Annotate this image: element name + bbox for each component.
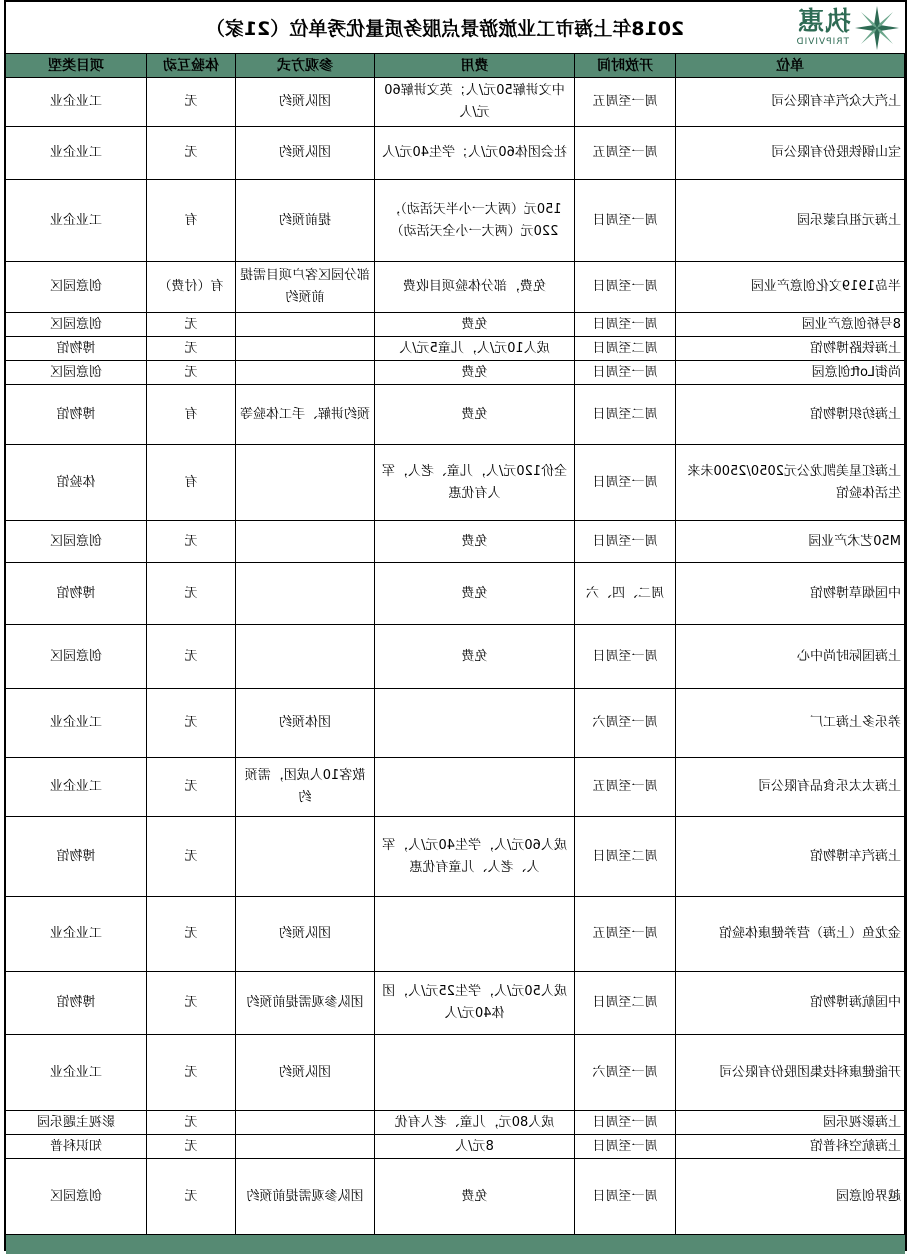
visit-cell	[236, 521, 375, 563]
table-row	[6, 758, 905, 817]
unit-cell: 尚街Loft创意园	[676, 361, 905, 385]
interact-cell: 无	[147, 1135, 236, 1159]
table-row	[6, 897, 905, 972]
type-cell: 工业企业	[6, 1035, 147, 1111]
type-cell: 创意园区	[6, 313, 147, 337]
fee-cell: 150元（两大一小半天活动），220元（两大一小全天活动）	[375, 180, 575, 262]
visit-cell	[236, 361, 375, 385]
fee-cell: 成人80元，儿童、老人有优	[375, 1111, 575, 1135]
unit-cell: 上海汽车博物馆	[676, 817, 905, 897]
interact-cell: 无	[147, 897, 236, 972]
hours-cell: 周一至周六	[575, 689, 676, 758]
unit-cell: 上海太太乐食品有限公司	[676, 758, 905, 817]
table-row	[6, 127, 905, 180]
unit-cell: 越界创意园	[676, 1159, 905, 1235]
visit-cell: 提前预约	[236, 180, 375, 262]
hours-cell: 周一至周日	[575, 180, 676, 262]
fee-cell: 免费	[375, 521, 575, 563]
visit-cell: 团队参观需提前预约	[236, 972, 375, 1035]
fee-cell	[375, 897, 575, 972]
fee-cell: 8元/人	[375, 1135, 575, 1159]
col-header-interact: 体验互动	[147, 54, 236, 78]
fee-cell: 成人10元/人，儿童5元/人	[375, 337, 575, 361]
fee-cell	[375, 758, 575, 817]
type-cell: 工业企业	[6, 180, 147, 262]
fee-cell: 免费，部分体验项目收费	[375, 262, 575, 313]
hours-cell: 周二、四、六	[575, 563, 676, 625]
visit-cell	[236, 625, 375, 689]
interact-cell: 有	[147, 385, 236, 445]
table-row	[6, 1111, 905, 1135]
hours-cell: 周一至周日	[575, 521, 676, 563]
title-bar	[6, 2, 905, 54]
type-cell: 知识科普	[6, 1135, 147, 1159]
fee-cell: 中文讲解50元/人；英文讲解60元/人	[375, 78, 575, 127]
col-header-unit: 单位	[676, 54, 905, 78]
table-row	[6, 1159, 905, 1235]
type-cell: 创意园区	[6, 361, 147, 385]
fee-cell: 成人50元/人，学生25元/人，团体40元/人	[375, 972, 575, 1035]
logo-text-cn: 执惠	[796, 7, 851, 37]
type-cell: 工业企业	[6, 758, 147, 817]
logo	[771, 4, 901, 52]
table-row	[6, 689, 905, 758]
fee-cell: 免费	[375, 361, 575, 385]
unit-cell: 上海国际时尚中心	[676, 625, 905, 689]
hours-cell: 周一至周日	[575, 313, 676, 337]
table-row	[6, 180, 905, 262]
unit-cell: 上海影视乐园	[676, 1111, 905, 1135]
visit-cell	[236, 817, 375, 897]
table-body	[6, 78, 905, 1235]
col-header-hours: 开放时间	[575, 54, 676, 78]
unit-cell: 半岛1919文化创意产业园	[676, 262, 905, 313]
type-cell: 创意园区	[6, 1159, 147, 1235]
interact-cell: 无	[147, 521, 236, 563]
hours-cell: 周一至周日	[575, 1159, 676, 1235]
unit-cell: 上汽大众汽车有限公司	[676, 78, 905, 127]
type-cell: 工业企业	[6, 127, 147, 180]
type-cell: 工业企业	[6, 897, 147, 972]
table-row	[6, 817, 905, 897]
fee-cell: 免费	[375, 385, 575, 445]
unit-cell: 养乐多上海工厂	[676, 689, 905, 758]
table-row	[6, 337, 905, 361]
hours-cell: 周一至周五	[575, 897, 676, 972]
hours-cell: 周一至周日	[575, 445, 676, 521]
fee-cell	[375, 689, 575, 758]
fee-cell: 免费	[375, 625, 575, 689]
type-cell: 工业企业	[6, 689, 147, 758]
table-row	[6, 625, 905, 689]
table-row	[6, 385, 905, 445]
unit-cell: 上海铁路博物馆	[676, 337, 905, 361]
unit-cell: M50艺术产业园	[676, 521, 905, 563]
interact-cell: 无	[147, 1111, 236, 1135]
interact-cell: 无	[147, 337, 236, 361]
hours-cell: 周二至周日	[575, 817, 676, 897]
interact-cell: 有	[147, 445, 236, 521]
table-row	[6, 972, 905, 1035]
interact-cell: 有（付费）	[147, 262, 236, 313]
hours-cell: 周一至周日	[575, 1135, 676, 1159]
visit-cell	[236, 313, 375, 337]
col-header-visit: 参观方式	[236, 54, 375, 78]
visit-cell: 散客10人成团，需预约	[236, 758, 375, 817]
interact-cell: 无	[147, 758, 236, 817]
hours-cell: 周一至周五	[575, 78, 676, 127]
table-row	[6, 521, 905, 563]
unit-cell: 上海元祖启蒙乐园	[676, 180, 905, 262]
unit-cell: 宝山钢铁股份有限公司	[676, 127, 905, 180]
fee-cell: 社会团体60元/人；学生40元/人	[375, 127, 575, 180]
unit-cell: 8号桥创意产业园	[676, 313, 905, 337]
interact-cell: 无	[147, 127, 236, 180]
visit-cell	[236, 1111, 375, 1135]
interact-cell: 无	[147, 689, 236, 758]
table-row	[6, 78, 905, 127]
table-row	[6, 262, 905, 313]
visit-cell: 部分园区客户项目需提前预约	[236, 262, 375, 313]
visit-cell: 团队预约	[236, 1035, 375, 1111]
interact-cell: 无	[147, 361, 236, 385]
visit-cell	[236, 1135, 375, 1159]
type-cell: 博物馆	[6, 337, 147, 361]
units-table	[5, 53, 905, 1235]
interact-cell: 无	[147, 1035, 236, 1111]
unit-cell: 中国航海博物馆	[676, 972, 905, 1035]
visit-cell: 团队预约	[236, 78, 375, 127]
visit-cell: 团体预约	[236, 689, 375, 758]
visit-cell	[236, 337, 375, 361]
hours-cell: 周一至周日	[575, 1111, 676, 1135]
visit-cell	[236, 563, 375, 625]
table-row	[6, 563, 905, 625]
hours-cell: 周一至周五	[575, 758, 676, 817]
unit-cell: 中国烟草博物馆	[676, 563, 905, 625]
unit-cell: 上海红星美凯龙公元2050/2500未来生活体验馆	[676, 445, 905, 521]
fee-cell: 全价120元/人，儿童、老人，军人有优惠	[375, 445, 575, 521]
type-cell: 体验馆	[6, 445, 147, 521]
hours-cell: 周二至周日	[575, 972, 676, 1035]
logo-text-en: TRIPVIVID	[795, 37, 849, 47]
table-row	[6, 361, 905, 385]
header-row	[6, 54, 905, 78]
col-header-fee: 费用	[375, 54, 575, 78]
visit-cell: 团队参观需提前预约	[236, 1159, 375, 1235]
type-cell: 影视主题乐园	[6, 1111, 147, 1135]
interact-cell: 无	[147, 313, 236, 337]
hours-cell: 周二至周日	[575, 337, 676, 361]
hours-cell: 周一至周五	[575, 127, 676, 180]
unit-cell: 上海纺织博物馆	[676, 385, 905, 445]
type-cell: 博物馆	[6, 563, 147, 625]
hours-cell: 周一至周日	[575, 625, 676, 689]
unit-cell: 开能健康科技集团股份有限公司	[676, 1035, 905, 1111]
type-cell: 博物馆	[6, 385, 147, 445]
fee-cell	[375, 1035, 575, 1111]
visit-cell	[236, 445, 375, 521]
star-logo-icon	[855, 6, 899, 50]
interact-cell: 有	[147, 180, 236, 262]
hours-cell: 周一至周日	[575, 361, 676, 385]
interact-cell: 无	[147, 563, 236, 625]
sheet-frame	[4, 0, 907, 1251]
type-cell: 博物馆	[6, 817, 147, 897]
visit-cell: 预约讲解、手工体验等	[236, 385, 375, 445]
hours-cell: 周一至周六	[575, 1035, 676, 1111]
fee-cell: 免费	[375, 313, 575, 337]
visit-cell: 团队预约	[236, 127, 375, 180]
type-cell: 创意园区	[6, 262, 147, 313]
table-row	[6, 1035, 905, 1111]
fee-cell: 免费	[375, 1159, 575, 1235]
type-cell: 创意园区	[6, 521, 147, 563]
interact-cell: 无	[147, 972, 236, 1035]
table-row	[6, 445, 905, 521]
fee-cell: 成人60元/人，学生40元/人，军人、老人、儿童有优惠	[375, 817, 575, 897]
table-row	[6, 1135, 905, 1159]
fee-cell: 免费	[375, 563, 575, 625]
footer-band	[6, 1234, 905, 1254]
type-cell: 创意园区	[6, 625, 147, 689]
interact-cell: 无	[147, 78, 236, 127]
unit-cell: 上海航空科普馆	[676, 1135, 905, 1159]
interact-cell: 无	[147, 1159, 236, 1235]
table-row	[6, 313, 905, 337]
visit-cell: 团队预约	[236, 897, 375, 972]
col-header-type: 项目类型	[6, 54, 147, 78]
type-cell: 工业企业	[6, 78, 147, 127]
hours-cell: 周二至周日	[575, 385, 676, 445]
interact-cell: 无	[147, 817, 236, 897]
hours-cell: 周一至周日	[575, 262, 676, 313]
page-title: 2018年上海市工业旅游景点服务质量优秀单位（21家）	[205, 18, 685, 40]
interact-cell: 无	[147, 625, 236, 689]
type-cell: 博物馆	[6, 972, 147, 1035]
unit-cell: 金龙鱼（上海）营养健康体验馆	[676, 897, 905, 972]
